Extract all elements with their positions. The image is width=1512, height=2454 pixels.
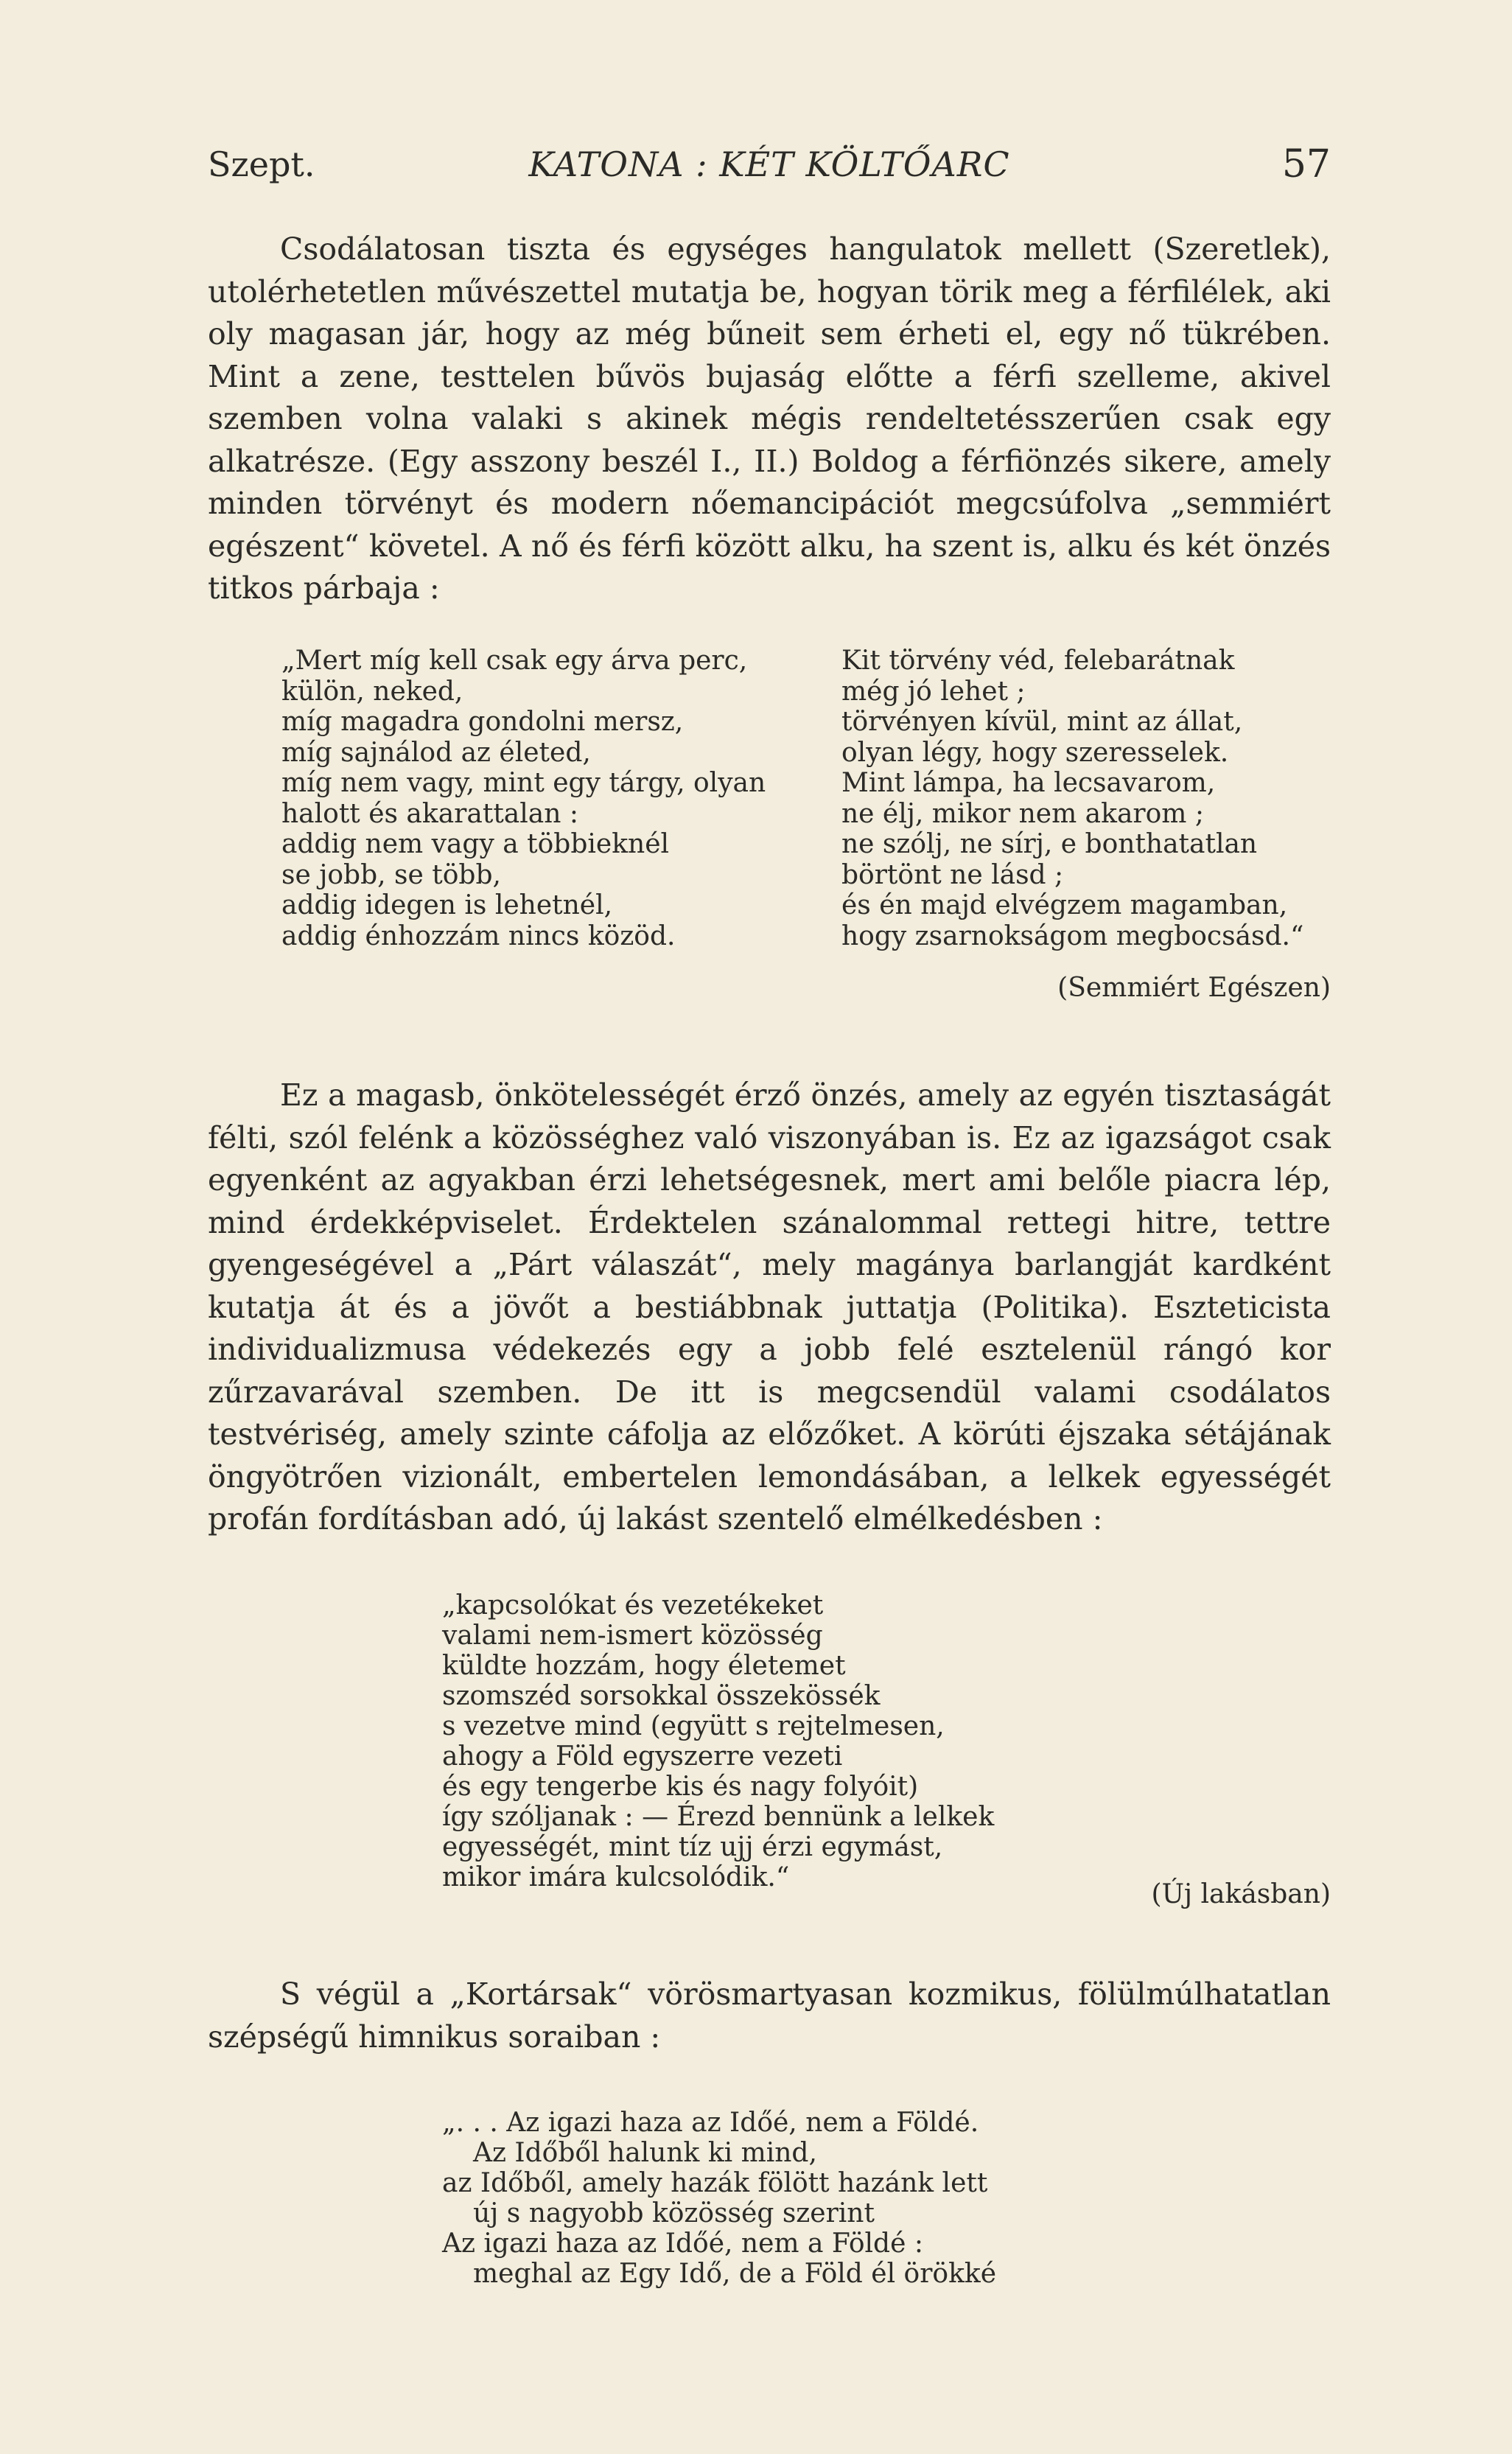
poem-line: ne szólj, ne sírj, e bonthatatlan: [841, 829, 1258, 859]
poem-semmiert-egeszen: [281, 646, 1331, 1003]
poem-line: törvényen kívül, mint az állat,: [841, 707, 1243, 737]
poem-line: halott és akarattalan :: [281, 798, 578, 829]
poem-line: mikor imára kulcsolódik.“: [442, 1862, 790, 1892]
page-number: 57: [1281, 142, 1331, 186]
poem-line: még jó lehet ;: [841, 676, 1026, 707]
poem-line: ahogy a Föld egyszerre vezeti: [442, 1741, 843, 1772]
poem-line: meghal az Egy Idő, de a Föld él örökké: [473, 2259, 997, 2289]
poem-line: s vezetve mind (együtt s rejtelmesen,: [442, 1711, 945, 1741]
poem-line: míg magadra gondolni mersz,: [281, 707, 684, 737]
paragraph-2: [208, 1074, 1331, 1541]
poem-line: Mint lámpa, ha lecsavarom,: [841, 768, 1216, 798]
header-title: KATONA : KÉT KÖLTŐARC: [528, 144, 1010, 184]
poem-line: Kit törvény véd, felebarátnak: [841, 646, 1235, 676]
poem-line: így szóljanak : — Érezd bennünk a lelkek: [442, 1802, 995, 1832]
poem-line: valami nem-ismert közösség: [442, 1621, 823, 1651]
poem-line: „Mert míg kell csak egy árva perc,: [281, 646, 748, 676]
poem-attribution: (Új lakásban): [1151, 1879, 1331, 1909]
poem-line: szomszéd sorsokkal összekössék: [442, 1681, 881, 1711]
poem-right-column: [841, 646, 1331, 951]
poem-line: „. . . Az igazi haza az Időé, nem a Földé.: [442, 2108, 979, 2138]
poem-line: és én majd elvégzem magamban,: [841, 890, 1288, 920]
poem-line: külön, neked,: [281, 676, 463, 707]
poem-line: olyan légy, hogy szeresselek.: [841, 737, 1229, 768]
poem-line: küldte hozzám, hogy életemet: [442, 1651, 846, 1681]
running-header: [208, 139, 1331, 190]
poem-uj-lakasban: [442, 1590, 1331, 1907]
poem-left-column: [281, 646, 797, 951]
paragraph-3: [208, 1974, 1331, 2058]
poem-line: az Időből, amely hazák fölött hazánk lett: [442, 2168, 988, 2198]
poem-line: „kapcsolókat és vezetékeket: [442, 1590, 824, 1621]
poem-line: se jobb, se több,: [281, 859, 501, 890]
poem-line: egyességét, mint tíz ujj érzi egymást,: [442, 1832, 943, 1862]
poem-attribution: (Semmiért Egészen): [1057, 973, 1331, 1003]
poem-line: míg sajnálod az életed,: [281, 737, 591, 768]
paragraph-1: [208, 228, 1331, 610]
poem-line: ne élj, mikor nem akarom ;: [841, 798, 1204, 829]
poem-line: addig énhozzám nincs közöd.: [281, 920, 676, 951]
poem-line: új s nagyobb közösség szerint: [473, 2198, 875, 2228]
poem-line: Az Időből halunk ki mind,: [473, 2138, 817, 2168]
poem-line: hogy zsarnokságom megbocsásd.“: [841, 920, 1304, 951]
header-month: Szept.: [208, 144, 315, 184]
poem-line: míg nem vagy, mint egy tárgy, olyan: [281, 768, 766, 798]
paragraph-1-text: Csodálatosan tiszta és egységes hangulatok mellett (Szeretlek), utolérhetetlen művészettel mutatja be, hogyan törik meg a férfilélek, aki oly magasan jár, hogy az még bűneit sem érheti el, egy nő tükrében. Mint a zene, testtelen bűvös bujaság előtte a férfi szelleme, akivel szemben volna valaki s akinek mégis rendeltetésszerűen csak egy alkatrésze. (Egy asszony beszél I., II.) Boldog a férfiönzés sikere, amely minden törvényt és modern nőemancipációt megcsúfolva „semmiért egészent“ követel. A nő és férfi között alku, ha szent is, alku és két önzés titkos párbaja :: [208, 231, 1331, 606]
paragraph-3-text: S végül a „Kortársak“ vörösmartyasan kozmikus, fölülmúlhatatlan szépségű himnikus soraiban :: [208, 1976, 1331, 2055]
poem-kortarsak: [442, 2108, 1331, 2289]
poem-line: Az igazi haza az Időé, nem a Földé :: [442, 2228, 923, 2259]
poem-line: addig nem vagy a többieknél: [281, 829, 670, 859]
poem-line: és egy tengerbe kis és nagy folyóit): [442, 1772, 919, 1802]
paragraph-2-text: Ez a magasb, önkötelességét érző önzés, amely az egyén tisztaságát félti, szól felénk a közösséghez való viszonyában is. Ez az igazságot csak egyenként az agyakban érzi lehetségesnek, mert ami belőle piacra lép, mind érdekképviselet. Érdektelen szánalommal rettegi hitre, tettre gyengeségével a „Párt válaszát“, mely magánya barlangját kardként kutatja át és a jövőt a bestiábbnak juttatja (Politika). Eszteticista individualizmusa védekezés egy a jobb felé esztelenül rángó kor zűrzavarával szemben. De itt is megcsendül valami csodálatos testvériség, amely szinte cáfolja az előzőket. A körúti éjszaka sétájának öngyötrően vizionált, embertelen lemondásában, a lelkek egyességét profán fordításban adó, új lakást szentelő elmélkedésben :: [208, 1077, 1331, 1537]
poem-line: addig idegen is lehetnél,: [281, 890, 613, 920]
poem-line: börtönt ne lásd ;: [841, 859, 1064, 890]
